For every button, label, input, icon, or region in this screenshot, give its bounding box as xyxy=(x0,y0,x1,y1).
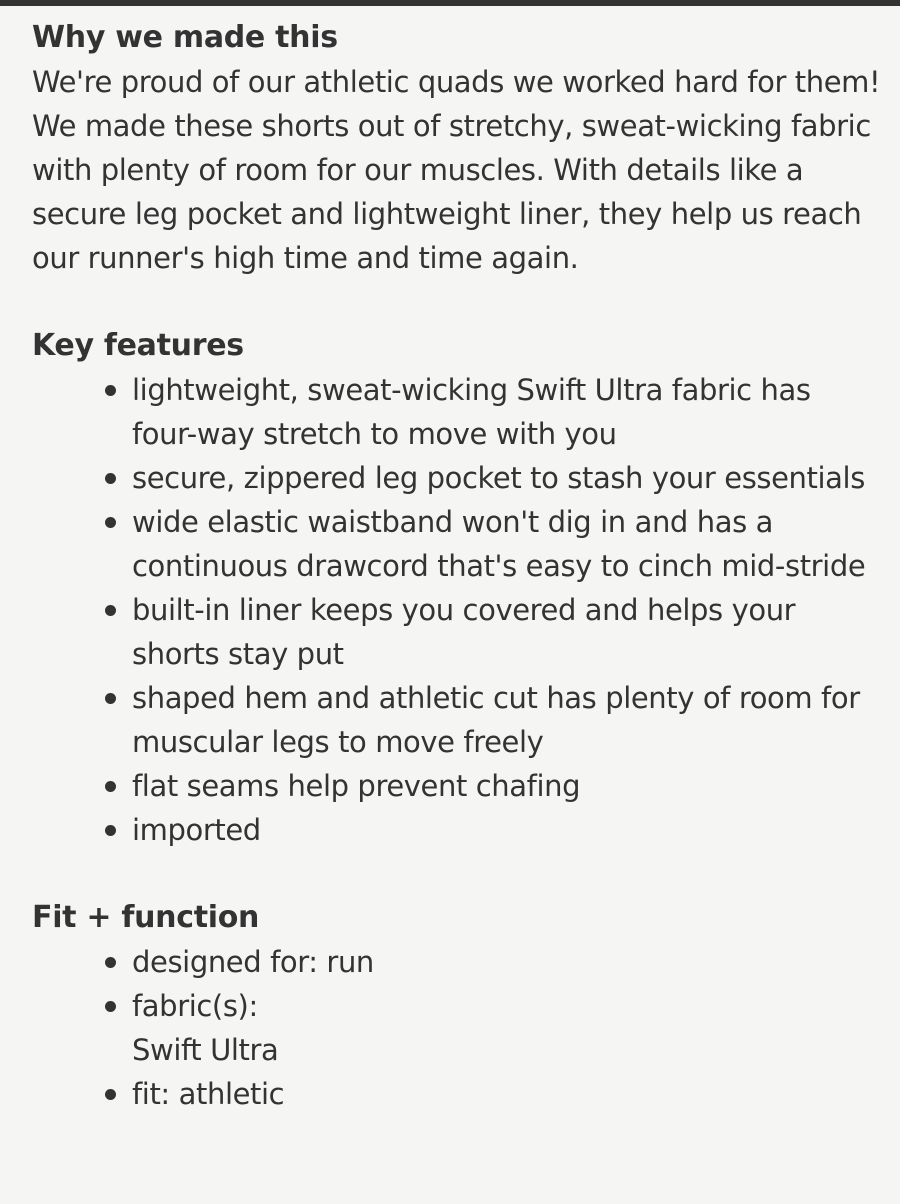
spacer xyxy=(32,280,882,324)
fabrics-label: fabric(s): xyxy=(132,989,258,1023)
key-features-heading: Key features xyxy=(32,328,244,363)
list-item xyxy=(132,676,882,764)
top-bar xyxy=(0,0,900,6)
bullet-icon xyxy=(105,473,116,484)
list-item xyxy=(132,588,882,676)
bullet-icon xyxy=(105,957,116,968)
why-heading: Why we made this xyxy=(32,20,338,55)
bullet-icon xyxy=(105,1089,116,1100)
why-we-made-this-section xyxy=(32,16,882,280)
bullet-icon xyxy=(105,1001,116,1012)
fit-text: fit: athletic xyxy=(132,1077,285,1111)
feature-text: imported xyxy=(132,813,261,847)
list-item xyxy=(132,940,882,984)
feature-text: built-in liner keeps you covered and helps your shorts stay put xyxy=(132,593,796,671)
product-details xyxy=(32,16,882,1116)
fit-function-heading: Fit + function xyxy=(32,900,260,935)
list-item xyxy=(132,368,882,456)
bullet-icon xyxy=(105,385,116,396)
list-item xyxy=(132,1072,882,1116)
designed-for-text: designed for: run xyxy=(132,945,374,979)
bullet-icon xyxy=(105,781,116,792)
key-features-list xyxy=(32,368,882,852)
bullet-icon xyxy=(105,605,116,616)
feature-text: lightweight, sweat-wicking Swift Ultra fabric has four-way stretch to move with you xyxy=(132,373,811,451)
bullet-icon xyxy=(105,825,116,836)
list-item xyxy=(132,500,882,588)
fit-function-section xyxy=(32,896,882,1116)
feature-text: shaped hem and athletic cut has plenty of room for muscular legs to move freely xyxy=(132,681,860,759)
feature-text: wide elastic waistband won't dig in and has a continuous drawcord that's easy to cinch mid-stride xyxy=(132,505,866,583)
list-item xyxy=(132,808,882,852)
bullet-icon xyxy=(105,517,116,528)
key-features-section xyxy=(32,324,882,852)
list-item xyxy=(132,456,882,500)
why-body: We're proud of our athletic quads we worked hard for them! We made these shorts out of stretchy, sweat-wicking fabric with plenty of room for our muscles. With details like a secure leg pocket and lightweight liner, they help us reach our runner's high time and time again. xyxy=(32,65,881,275)
bullet-icon xyxy=(105,693,116,704)
spacer xyxy=(32,852,882,896)
list-item xyxy=(132,764,882,808)
fit-function-list xyxy=(32,940,882,1116)
feature-text: secure, zippered leg pocket to stash your essentials xyxy=(132,461,865,495)
feature-text: flat seams help prevent chafing xyxy=(132,769,581,803)
fabrics-value: Swift Ultra xyxy=(132,1033,279,1067)
list-item xyxy=(132,984,882,1072)
